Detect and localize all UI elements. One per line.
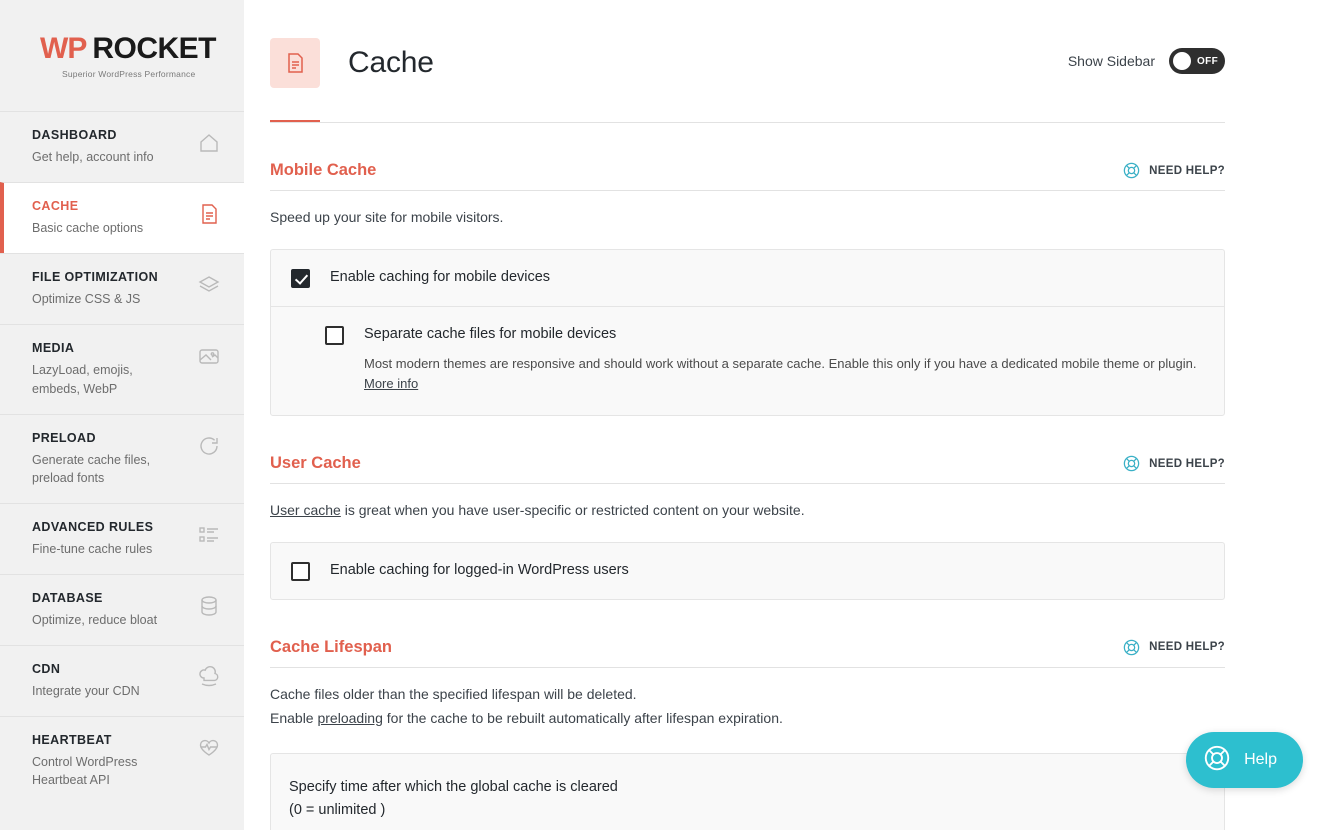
section-description-rest: is great when you have user-specific or restricted content on your website. [340, 502, 805, 519]
main-content [244, 0, 1325, 830]
separate-mobile-cache-checkbox[interactable] [325, 326, 344, 345]
sidebar-item-title: MEDIA [32, 341, 75, 356]
option-label: Enable caching for logged-in WordPress users [330, 561, 629, 578]
sidebar-item-title: DASHBOARD [32, 128, 117, 142]
sidebar [0, 0, 244, 830]
help-widget-label: Help [1244, 751, 1277, 768]
page-title: Cache [348, 46, 434, 79]
brand-logo[interactable] [0, 0, 244, 107]
show-sidebar-label: Show Sidebar [1067, 53, 1155, 69]
sidebar-item-cdn[interactable] [0, 645, 244, 716]
option-label: Enable caching for mobile devices [330, 268, 551, 285]
desc-before: Enable [270, 709, 318, 726]
section-title: Mobile Cache [270, 161, 377, 179]
sidebar-item-title: FILE OPTIMIZATION [32, 270, 159, 285]
enable-logged-in-cache-checkbox[interactable] [291, 562, 310, 581]
lifespan-label-line2: (0 = unlimited ) [289, 802, 386, 819]
toggle-state-label: OFF [1197, 55, 1219, 67]
option-separate-mobile-cache[interactable] [271, 306, 1224, 415]
refresh-icon [196, 433, 222, 459]
section-description: Speed up your site for mobile visitors. [270, 209, 504, 225]
need-help-label: NEED HELP? [1149, 457, 1225, 470]
option-enable-logged-in-cache[interactable] [271, 543, 1224, 599]
sidebar-item-title: HEARTBEAT [32, 733, 112, 748]
help-widget-button[interactable] [1186, 732, 1303, 788]
sidebar-item-title: CDN [32, 662, 61, 677]
section-mobile-cache [270, 123, 1225, 416]
section-description-line2 [270, 708, 1225, 730]
list-icon [196, 522, 222, 548]
mobile-cache-options-panel [270, 249, 1225, 416]
need-help-label: NEED HELP? [1149, 164, 1225, 177]
database-icon [196, 593, 222, 619]
section-title: User Cache [270, 454, 361, 473]
brand-tagline: Superior WordPress Performance [62, 69, 196, 79]
cache-lifespan-field-group [270, 753, 1225, 830]
sidebar-item-desc: Basic cache options [32, 221, 144, 236]
sidebar-item-heartbeat[interactable] [0, 716, 244, 805]
cloud-icon [196, 664, 222, 690]
section-description [270, 500, 1225, 522]
preloading-link[interactable]: preloading [317, 709, 383, 726]
brand-name-first: WP [40, 32, 87, 65]
sidebar-nav [0, 111, 244, 806]
layers-icon [196, 272, 222, 298]
more-info-link[interactable]: More info [364, 376, 419, 392]
toggle-knob [1173, 52, 1191, 70]
option-help-text [364, 354, 1204, 396]
sidebar-item-desc: Fine-tune cache rules [32, 541, 153, 556]
sidebar-item-desc: LazyLoad, emojis, embeds, WebP [32, 363, 133, 396]
sidebar-item-title: PRELOAD [32, 430, 96, 445]
user-cache-options-panel [270, 542, 1225, 600]
sidebar-item-desc: Optimize CSS & JS [32, 292, 141, 307]
sidebar-item-desc: Control WordPress Heartbeat API [32, 755, 138, 788]
need-help-button[interactable] [1122, 454, 1225, 473]
sidebar-item-title: DATABASE [32, 591, 103, 605]
need-help-label: NEED HELP? [1149, 641, 1225, 654]
sidebar-item-desc: Get help, account info [32, 150, 154, 164]
lifespan-label-line1: Specify time after which the global cache is cleared [289, 779, 618, 796]
need-help-button[interactable] [1122, 638, 1225, 657]
enable-mobile-cache-checkbox[interactable] [291, 269, 310, 288]
section-user-cache [270, 416, 1225, 600]
option-help-body: Most modern themes are responsive and should work without a separate cache. Enable this only if you have a dedicated mobile theme or plugin. [364, 355, 1197, 371]
sidebar-item-file-optimization[interactable] [0, 253, 244, 324]
page-header [270, 0, 1225, 88]
section-description-line1: Cache files older than the specified lifespan will be deleted. [270, 685, 637, 702]
sidebar-item-cache[interactable] [0, 182, 244, 253]
sidebar-item-database[interactable] [0, 574, 244, 645]
home-icon [196, 130, 222, 156]
section-cache-lifespan [270, 600, 1225, 830]
need-help-button[interactable] [1122, 161, 1225, 180]
section-title: Cache Lifespan [270, 637, 392, 656]
sidebar-item-desc: Generate cache files, preload fonts [32, 452, 151, 485]
image-icon [196, 343, 222, 369]
show-sidebar-control [1068, 48, 1225, 74]
sidebar-item-dashboard[interactable] [0, 111, 244, 182]
sidebar-item-desc: Optimize, reduce bloat [32, 613, 158, 627]
desc-after: for the cache to be rebuilt automatically after lifespan expiration. [382, 709, 783, 726]
file-icon [196, 201, 222, 227]
sidebar-item-desc: Integrate your CDN [32, 684, 140, 699]
user-cache-link[interactable]: User cache [270, 502, 341, 519]
option-enable-mobile-cache[interactable] [271, 250, 1224, 306]
lifebuoy-icon [1122, 454, 1141, 473]
lifebuoy-icon [1202, 743, 1232, 778]
brand-name-second: ROCKET [92, 32, 216, 65]
sidebar-item-title: CACHE [32, 199, 79, 214]
lifebuoy-icon [1122, 638, 1141, 657]
lifebuoy-icon [1122, 161, 1141, 180]
sidebar-item-title: ADVANCED RULES [32, 519, 154, 534]
file-icon [270, 38, 320, 88]
sidebar-item-advanced-rules[interactable] [0, 503, 244, 574]
heartbeat-icon [196, 735, 222, 761]
sidebar-item-media[interactable] [0, 324, 244, 413]
option-label: Separate cache files for mobile devices [364, 325, 617, 342]
show-sidebar-toggle[interactable] [1169, 48, 1225, 74]
sidebar-item-preload[interactable] [0, 414, 244, 503]
